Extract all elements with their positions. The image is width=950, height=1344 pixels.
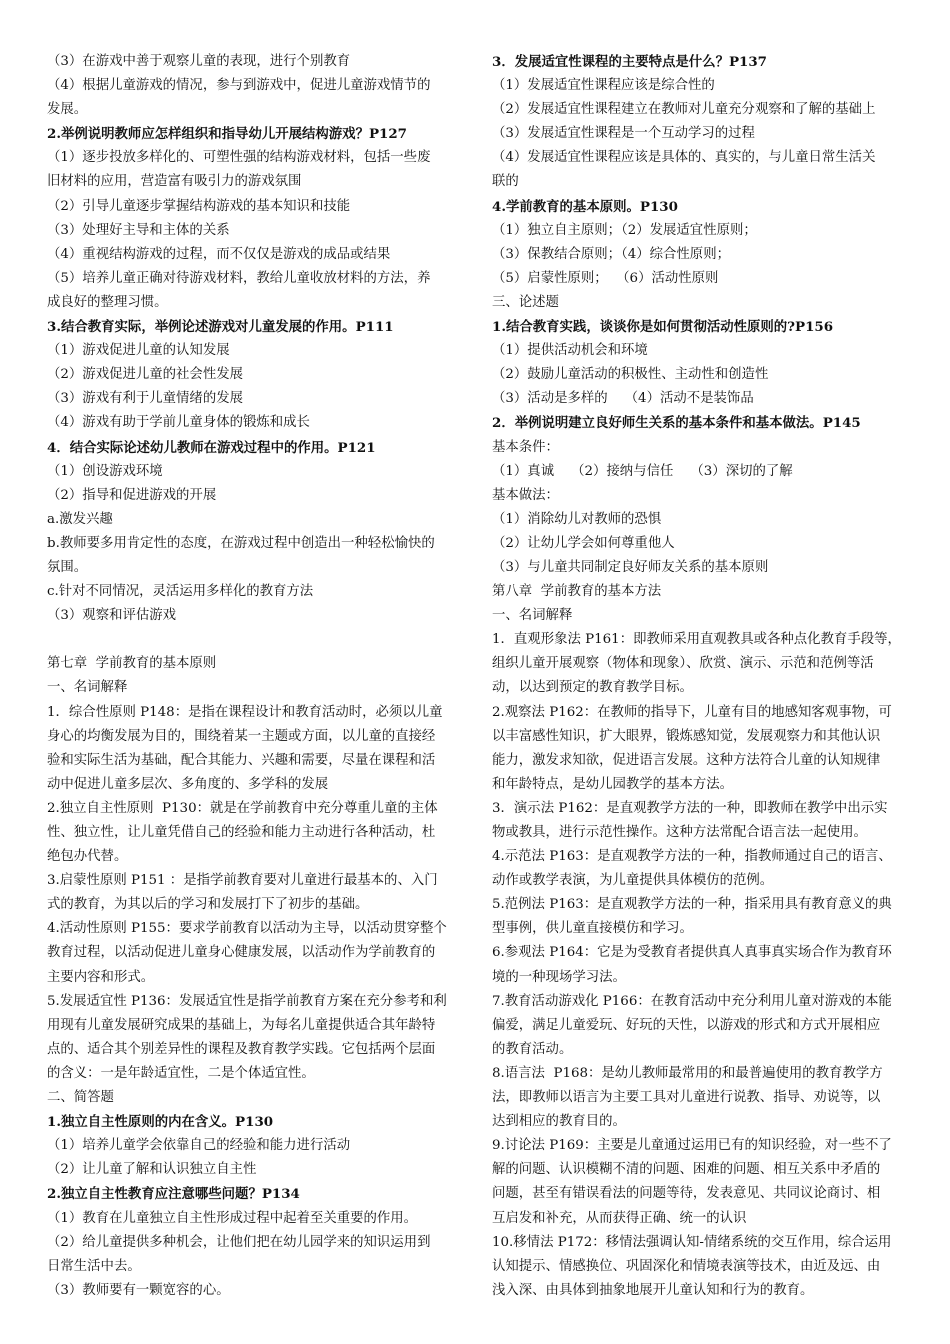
text-line: 物或教具，进行示范性操作。这种方法常配合语言法一起使用。	[492, 825, 867, 840]
text-line: 第七章 学前教育的基本原则	[47, 656, 217, 672]
text-line: （1）教育在儿童独立自主性形成过程中起着至关重要的作用。	[47, 1210, 418, 1226]
text-line: 用现有儿童发展研究成果的基础上，为每名儿童提供适合其年龄特	[47, 1017, 436, 1033]
text-line: 基本做法：	[492, 487, 559, 503]
text-line: 点的、适合其个别差异性的课程及教育教学实践。它包括两个层面	[47, 1041, 436, 1057]
text-line: （3）与儿童共同制定良好师友关系的基本原则	[492, 559, 769, 575]
text-line: （3）在游戏中善于观察儿童的表现，进行个别教育	[47, 54, 351, 69]
text-line: （4）重视结构游戏的过程，而不仅仅是游戏的成品或结果	[47, 246, 391, 262]
text-line: 3.启蒙性原则 P151 ：是指学前教育要对儿童进行最基本的、入门	[47, 873, 438, 889]
text-line: （1）逐步投放多样化的、可塑性强的结构游戏材料，包括一些废	[47, 150, 431, 166]
text-line: （4）根据儿童游戏的情况，参与到游戏中，促进儿童游戏情节的	[47, 78, 431, 94]
text-line: （2）游戏促进儿童的社会性发展	[47, 367, 243, 383]
text-line: 6.参观法 P164：它是为受教育者提供真人真事真实场合作为教育环	[492, 945, 892, 961]
text-line: c.针对不同情况，灵活运用多样化的教育方法	[47, 584, 314, 600]
text-line: 认知提示、情感换位、巩固深化和情境表演等技术，由近及远、由	[492, 1258, 881, 1274]
text-line: 1．直观形象法 P161：即教师采用直观教具或各种点化教育手段等，	[492, 632, 901, 648]
question-heading-line: 3.结合教育实际，举例论述游戏对儿童发展的作用。P111	[47, 319, 394, 336]
text-line: （3）发展适宜性课程是一个互动学习的过程	[492, 126, 755, 142]
text-line: 1．综合性原则 P148：是指在课程设计和教育活动时，必须以儿童	[47, 704, 443, 720]
text-line: 式的教育，为其以后的学习和发展打下了初步的基础。	[47, 897, 369, 913]
text-line	[47, 628, 463, 652]
text-line: 境的一种现场学习法。	[492, 969, 626, 985]
text-line: （2）发展适宜性课程建立在教师对儿童充分观察和了解的基础上	[492, 102, 876, 118]
text-line: 问题，甚至有错误看法的问题等待，发表意见、共同议论商讨、相	[492, 1186, 881, 1202]
question-heading-line: 4.学前教育的基本原则。P130	[492, 198, 678, 215]
text-line: （5）启蒙性原则； （6）活动性原则	[492, 270, 719, 286]
text-line: 2.观察法 P162：在教师的指导下，儿童有目的地感知客观事物，可	[492, 704, 892, 720]
text-line: （4）发展适宜性课程应该是具体的、真实的，与儿童日常生活关	[492, 150, 876, 166]
text-line: （1）发展适宜性课程应该是综合性的	[492, 78, 715, 94]
question-heading-line: 3．发展适宜性课程的主要特点是什么？P137	[492, 54, 767, 70]
text-line: 法，即教师以语言为主要工具对儿童进行说教、指导、劝说等，以	[492, 1090, 881, 1106]
text-line: 8.语言法 P168：是幼儿教师最常用的和最普遍使用的教育教学方	[492, 1065, 883, 1081]
text-line: 旧材料的应用，营造富有吸引力的游戏氛围	[47, 174, 302, 190]
text-line: b.教师要多用肯定性的态度，在游戏过程中创造出一种轻松愉快的	[47, 535, 435, 551]
text-line: （1）创设游戏环境	[47, 463, 163, 479]
text-line: （3）活动是多样的 （4）活动不是装饰品	[492, 391, 754, 407]
text-line: 一、名词解释	[492, 608, 573, 624]
question-heading-line: 1.结合教育实践，谈谈你是如何贯彻活动性原则的?P156	[492, 319, 834, 336]
text-line: 联的	[492, 174, 519, 190]
text-line: 解的问题、认识模糊不清的问题、困难的问题、相互关系中矛盾的	[492, 1162, 881, 1178]
text-line: 身心的均衡发展为目的，围绕着某一主题或方面，以儿童的直接经	[47, 728, 436, 744]
text-line: 5.发展适宜性 P136：发展适宜性是指学前教育方案在充分参考和利	[47, 993, 447, 1009]
text-line: 的教育活动。	[492, 1041, 573, 1057]
text-line: 7.教育活动游戏化 P166：在教育活动中充分利用儿童对游戏的本能	[492, 993, 892, 1009]
text-line: 型事例，供儿童直接模仿和学习。	[492, 921, 693, 937]
text-line: （1）游戏促进儿童的认知发展	[47, 343, 230, 359]
text-line: （2）让幼儿学会如何尊重他人	[492, 535, 675, 551]
question-heading-line: 2.举例说明教师应怎样组织和指导幼儿开展结构游戏？P127	[47, 126, 407, 143]
text-line: a.激发兴趣	[47, 511, 113, 527]
text-line: 3．演示法 P162：是直观教学方法的一种，即教师在教学中出示实	[492, 800, 888, 816]
right-column	[492, 50, 906, 1303]
text-line: 成良好的整理习惯。	[47, 294, 168, 310]
text-line: （2）鼓励儿童活动的积极性、主动性和创造性	[492, 367, 769, 383]
text-line: 和年龄特点，是幼儿园教学的基本方法。	[492, 776, 734, 792]
question-heading-line: 4．结合实际论述幼儿教师在游戏过程中的作用。P121	[47, 439, 376, 456]
text-line: 二、简答题	[47, 1090, 114, 1106]
text-line: （3）保教结合原则；（4）综合性原则；	[492, 246, 730, 262]
text-line: 4.活动性原则 P155：要求学前教育以活动为主导，以活动贯穿整个	[47, 921, 447, 937]
text-line: （1）提供活动机会和环境	[492, 343, 648, 359]
text-line: 2.独立自主性原则 P130：就是在学前教育中充分尊重儿童的主体	[47, 800, 438, 816]
text-line: 能力，激发求知欲，促进语言发展。这种方法符合儿童的认知规律	[492, 752, 881, 768]
text-line: 性、独立性，让儿童凭借自己的经验和能力主动进行各种活动，杜	[47, 825, 436, 840]
text-line: （3）教师要有一颗宽容的心。	[47, 1282, 230, 1298]
question-heading-line: 2.独立自主性教育应注意哪些问题？P134	[47, 1186, 300, 1203]
text-line: 基本条件：	[492, 439, 559, 455]
text-line: （3）观察和评估游戏	[47, 608, 177, 624]
text-line: 氛围。	[47, 559, 88, 575]
text-line: （1）消除幼儿对教师的恐惧	[492, 511, 662, 527]
text-line: 日常生活中去。	[47, 1258, 141, 1274]
text-line: 发展。	[47, 102, 88, 118]
text-line: （2）让儿童了解和认识独立自主性	[47, 1162, 257, 1178]
text-line: （3）处理好主导和主体的关系	[47, 222, 230, 238]
text-line: 动，以达到预定的教育教学目标。	[492, 680, 693, 696]
text-line: （2）给儿童提供多种机会，让他们把在幼儿园学来的知识运用到	[47, 1234, 431, 1250]
text-line: 9.讨论法 P169：主要是儿童通过运用已有的知识经验，对一些不了	[492, 1138, 892, 1154]
text-line: 5.范例法 P163：是直观教学方法的一种，指采用具有教育意义的典	[492, 897, 892, 913]
question-heading-line: 2．举例说明建立良好师生关系的基本条件和基本做法。P145	[492, 415, 861, 432]
text-line: （1）培养儿童学会依靠自己的经验和能力进行活动	[47, 1138, 351, 1154]
text-line: （4）游戏有助于学前儿童身体的锻炼和成长	[47, 415, 310, 431]
text-line: （2）指导和促进游戏的开展	[47, 487, 217, 503]
text-line: 主要内容和形式。	[47, 969, 155, 985]
text-line: 浅入深、由具体到抽象地展开儿童认知和行为的教育。	[492, 1282, 814, 1298]
text-line: 达到相应的教育目的。	[492, 1114, 626, 1130]
text-line: 验和实际生活为基础，配合其能力、兴趣和需要，尽量在课程和活	[47, 752, 436, 768]
text-line: 教育过程，以活动促进儿童身心健康发展，以活动作为学前教育的	[47, 945, 436, 961]
text-line: （1）独立自主原则；（2）发展适宜性原则；	[492, 222, 757, 238]
text-line: （1）真诚 （2）接纳与信任 （3）深切的了解	[492, 463, 793, 479]
text-line: （5）培养儿童正确对待游戏材料，教给儿童收放材料的方法，养	[47, 270, 431, 286]
text-line: 动中促进儿童多层次、多角度的、多学科的发展	[47, 776, 329, 792]
left-column	[47, 50, 463, 1303]
text-line: 组织儿童开展观察（物体和现象）、欣赏、演示、示范和范例等活	[492, 656, 874, 672]
text-line: （3）游戏有利于儿童情绪的发展	[47, 391, 243, 407]
text-line: 以丰富感性知识，扩大眼界，锻炼感知觉，发展观察力和其他认识	[492, 728, 881, 744]
text-line: 动作或教学表演，为儿童提供具体模仿的范例。	[492, 873, 774, 889]
text-line: 第八章 学前教育的基本方法	[492, 584, 662, 600]
text-line: 的含义：一是年龄适宜性，二是个体适宜性。	[47, 1065, 315, 1081]
text-line: （2）引导儿童逐步掌握结构游戏的基本知识和技能	[47, 198, 351, 214]
question-heading-line: 1.独立自主性原则的内在含义。P130	[47, 1114, 274, 1131]
text-line: 偏爱，满足儿童爱玩、好玩的天性，以游戏的形式和方式开展相应	[492, 1017, 881, 1033]
text-line: 互启发和补充，从而获得正确、统一的认识	[492, 1210, 747, 1226]
text-line: 一、名词解释	[47, 680, 128, 696]
text-line: 4.示范法 P163：是直观教学方法的一种，指教师通过自己的语言、	[492, 849, 892, 865]
text-line: 10.移情法 P172：移情法强调认知-情绪系统的交互作用，综合运用	[492, 1234, 892, 1250]
text-line: 三、论述题	[492, 294, 559, 310]
text-line: 绝包办代替。	[47, 849, 128, 865]
